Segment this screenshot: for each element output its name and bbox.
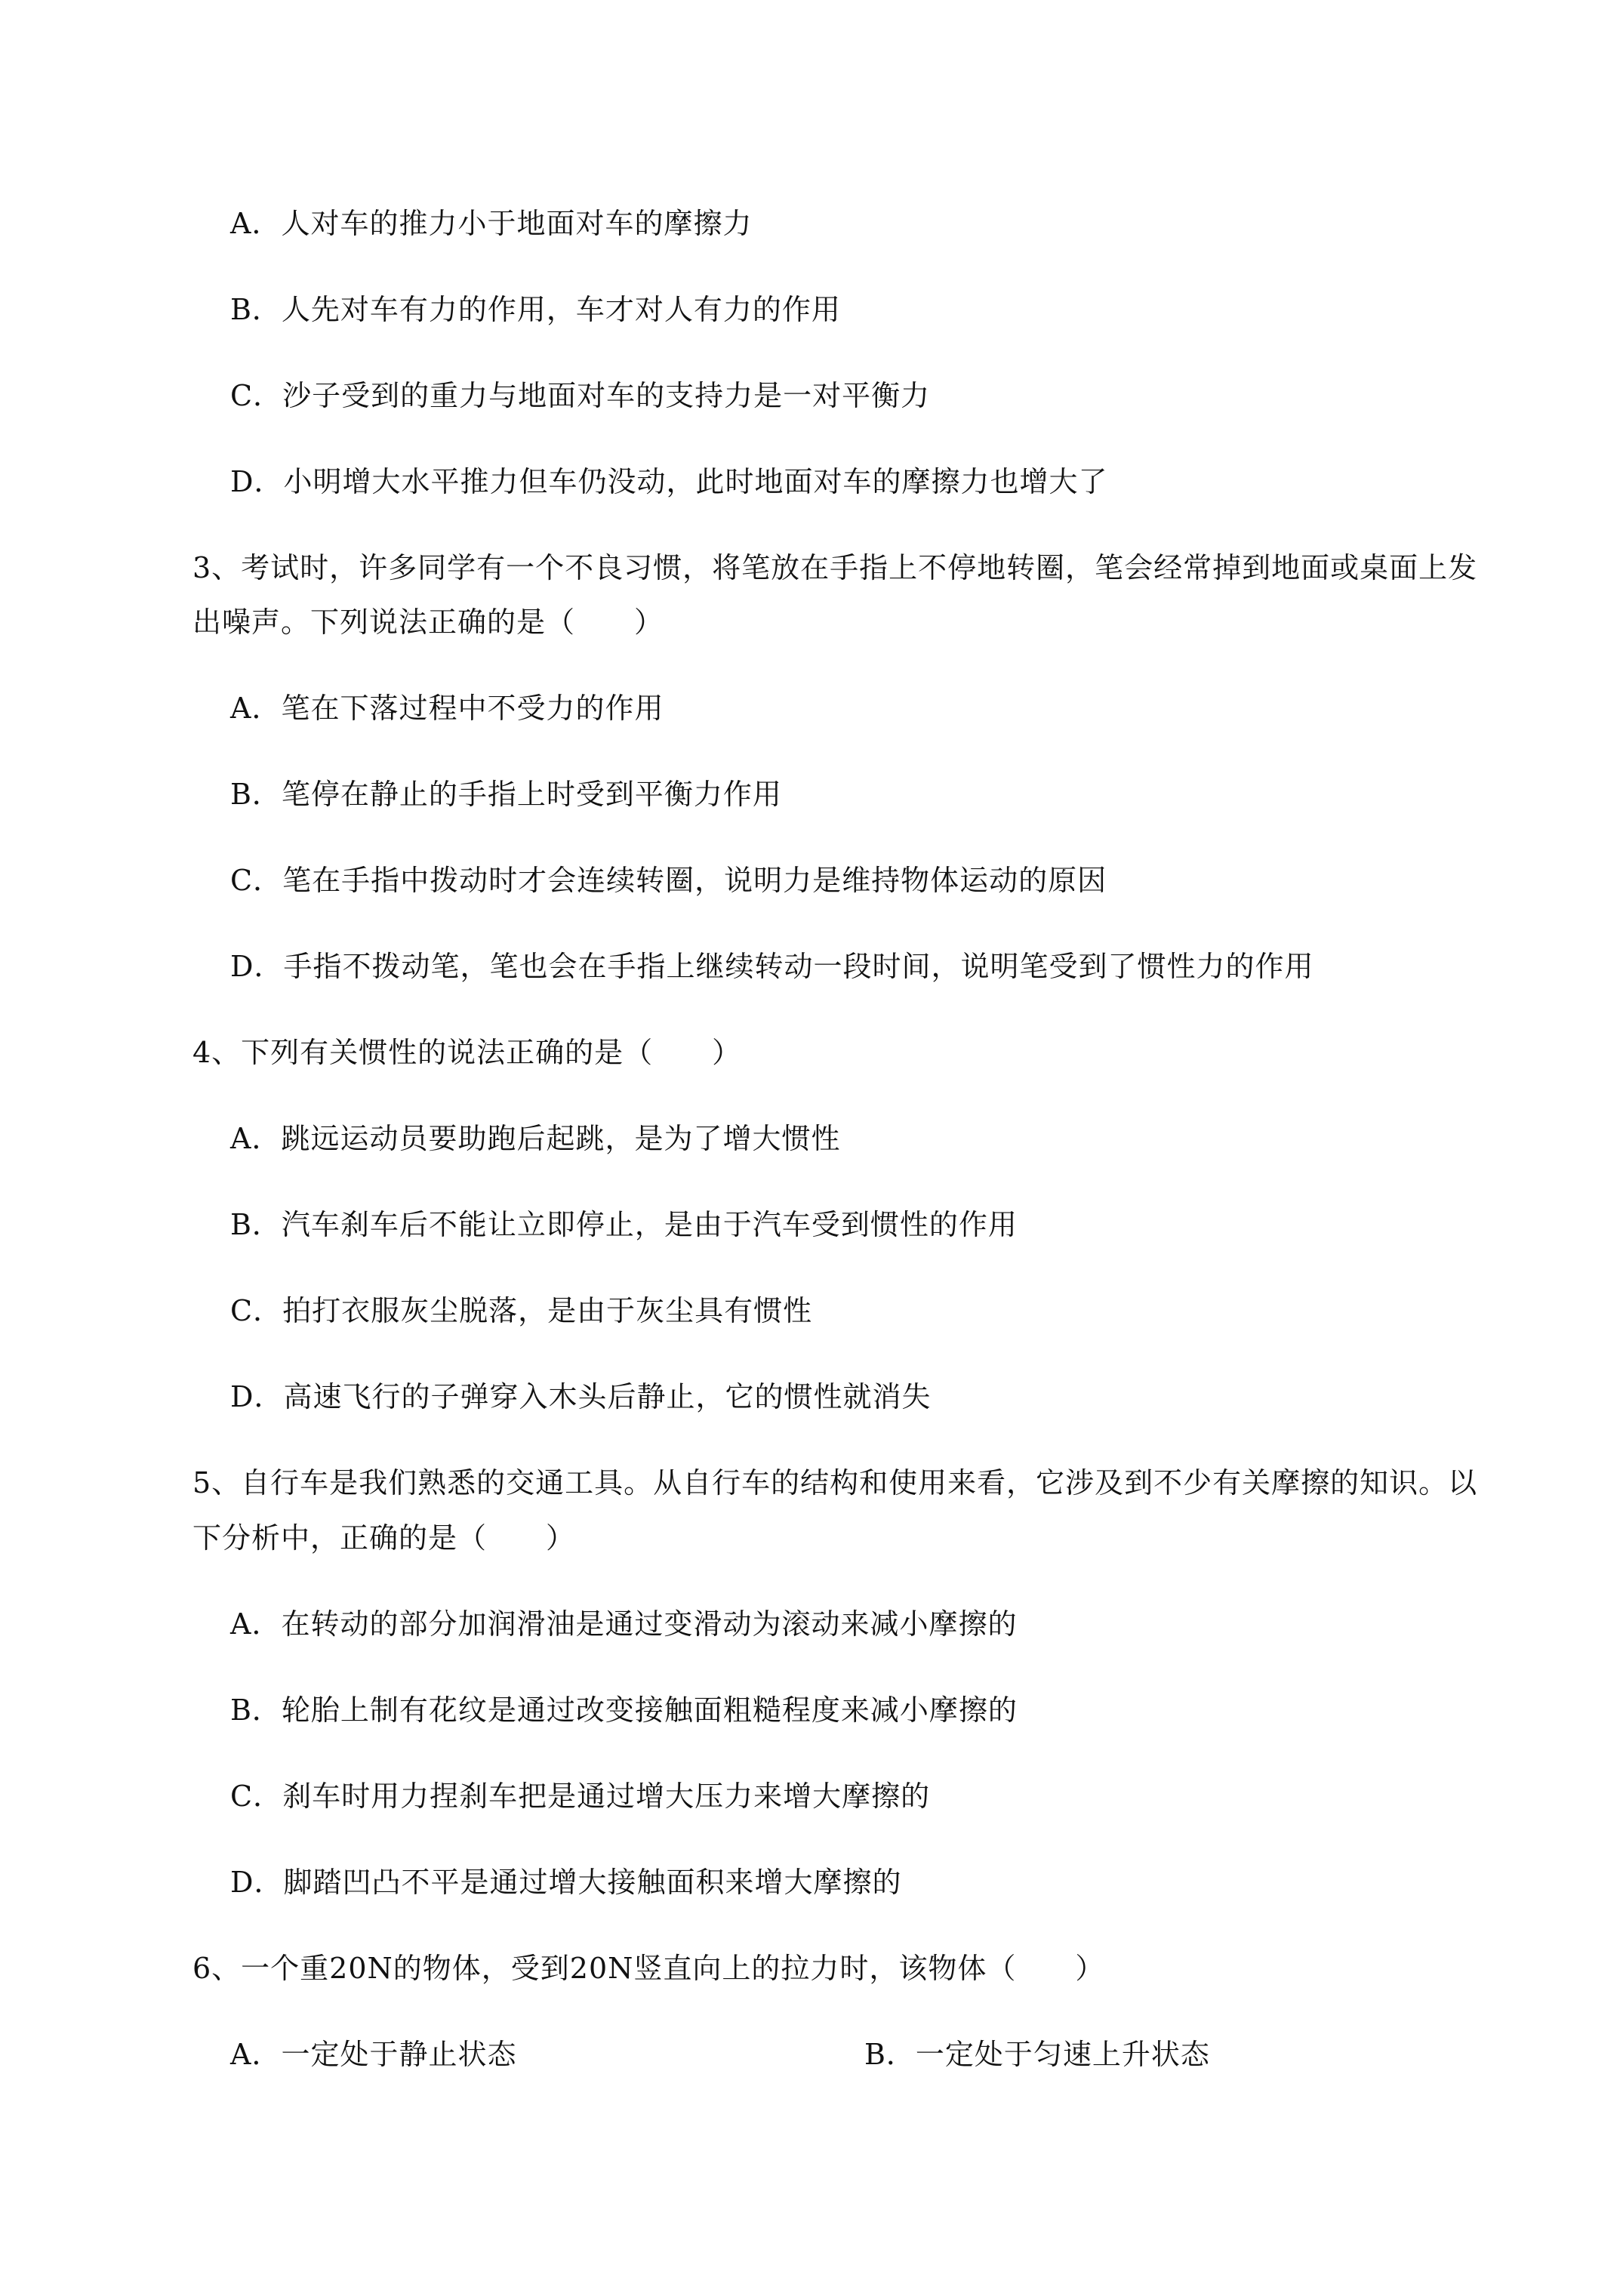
q3-option-b: B．笔停在静止的手指上时受到平衡力作用 xyxy=(230,778,782,811)
q2-option-b: B．人先对车有力的作用，车才对人有力的作用 xyxy=(230,293,841,326)
q6-stem-line1: 6、一个重20N的物体，受到20N竖直向上的拉力时，该物体（ ） xyxy=(192,1952,1105,1985)
q5-option-d: D．脚踏凹凸不平是通过增大接触面积来增大摩擦的 xyxy=(230,1866,902,1899)
q2-option-a: A．人对车的推力小于地面对车的摩擦力 xyxy=(230,207,753,240)
q5-stem-line2: 下分析中，正确的是（ ） xyxy=(192,1521,576,1555)
q5-option-a: A．在转动的部分加润滑油是通过变滑动为滚动来减小摩擦的 xyxy=(230,1607,1018,1641)
q6-option-b: B．一定处于匀速上升状态 xyxy=(864,2038,1210,2071)
q4-option-a: A．跳远运动员要助跑后起跳，是为了增大惯性 xyxy=(230,1122,841,1155)
q6-option-a: A．一定处于静止状态 xyxy=(230,2038,517,2071)
q2-option-c: C．沙子受到的重力与地面对车的支持力是一对平衡力 xyxy=(230,379,931,412)
q2-option-d: D．小明增大水平推力但车仍没动，此时地面对车的摩擦力也增大了 xyxy=(230,465,1108,498)
q3-option-c: C．笔在手指中拨动时才会连续转圈，说明力是维持物体运动的原因 xyxy=(230,864,1107,897)
q4-option-b: B．汽车刹车后不能让立即停止，是由于汽车受到惯性的作用 xyxy=(230,1208,1018,1241)
q5-stem-line1: 5、自行车是我们熟悉的交通工具。从自行车的结构和使用来看，它涉及到不少有关摩擦的知识。以 xyxy=(192,1466,1478,1499)
q4-option-d: D．高速飞行的子弹穿入木头后静止，它的惯性就消失 xyxy=(230,1380,932,1413)
q4-stem-line1: 4、下列有关惯性的说法正确的是（ ） xyxy=(192,1036,742,1069)
q3-option-d: D．手指不拨动笔，笔也会在手指上继续转动一段时间，说明笔受到了惯性力的作用 xyxy=(230,950,1314,983)
q4-option-c: C．拍打衣服灰尘脱落，是由于灰尘具有惯性 xyxy=(230,1294,813,1327)
q3-stem-line1: 3、考试时，许多同学有一个不良习惯，将笔放在手指上不停地转圈，笔会经常掉到地面或桌面上发 xyxy=(192,551,1478,584)
q3-option-a: A．笔在下落过程中不受力的作用 xyxy=(230,692,664,725)
q5-option-b: B．轮胎上制有花纹是通过改变接触面粗糙程度来减小摩擦的 xyxy=(230,1693,1018,1727)
q5-option-c: C．刹车时用力捏刹车把是通过增大压力来增大摩擦的 xyxy=(230,1780,931,1813)
q3-stem-line2: 出噪声。下列说法正确的是（ ） xyxy=(192,606,664,639)
